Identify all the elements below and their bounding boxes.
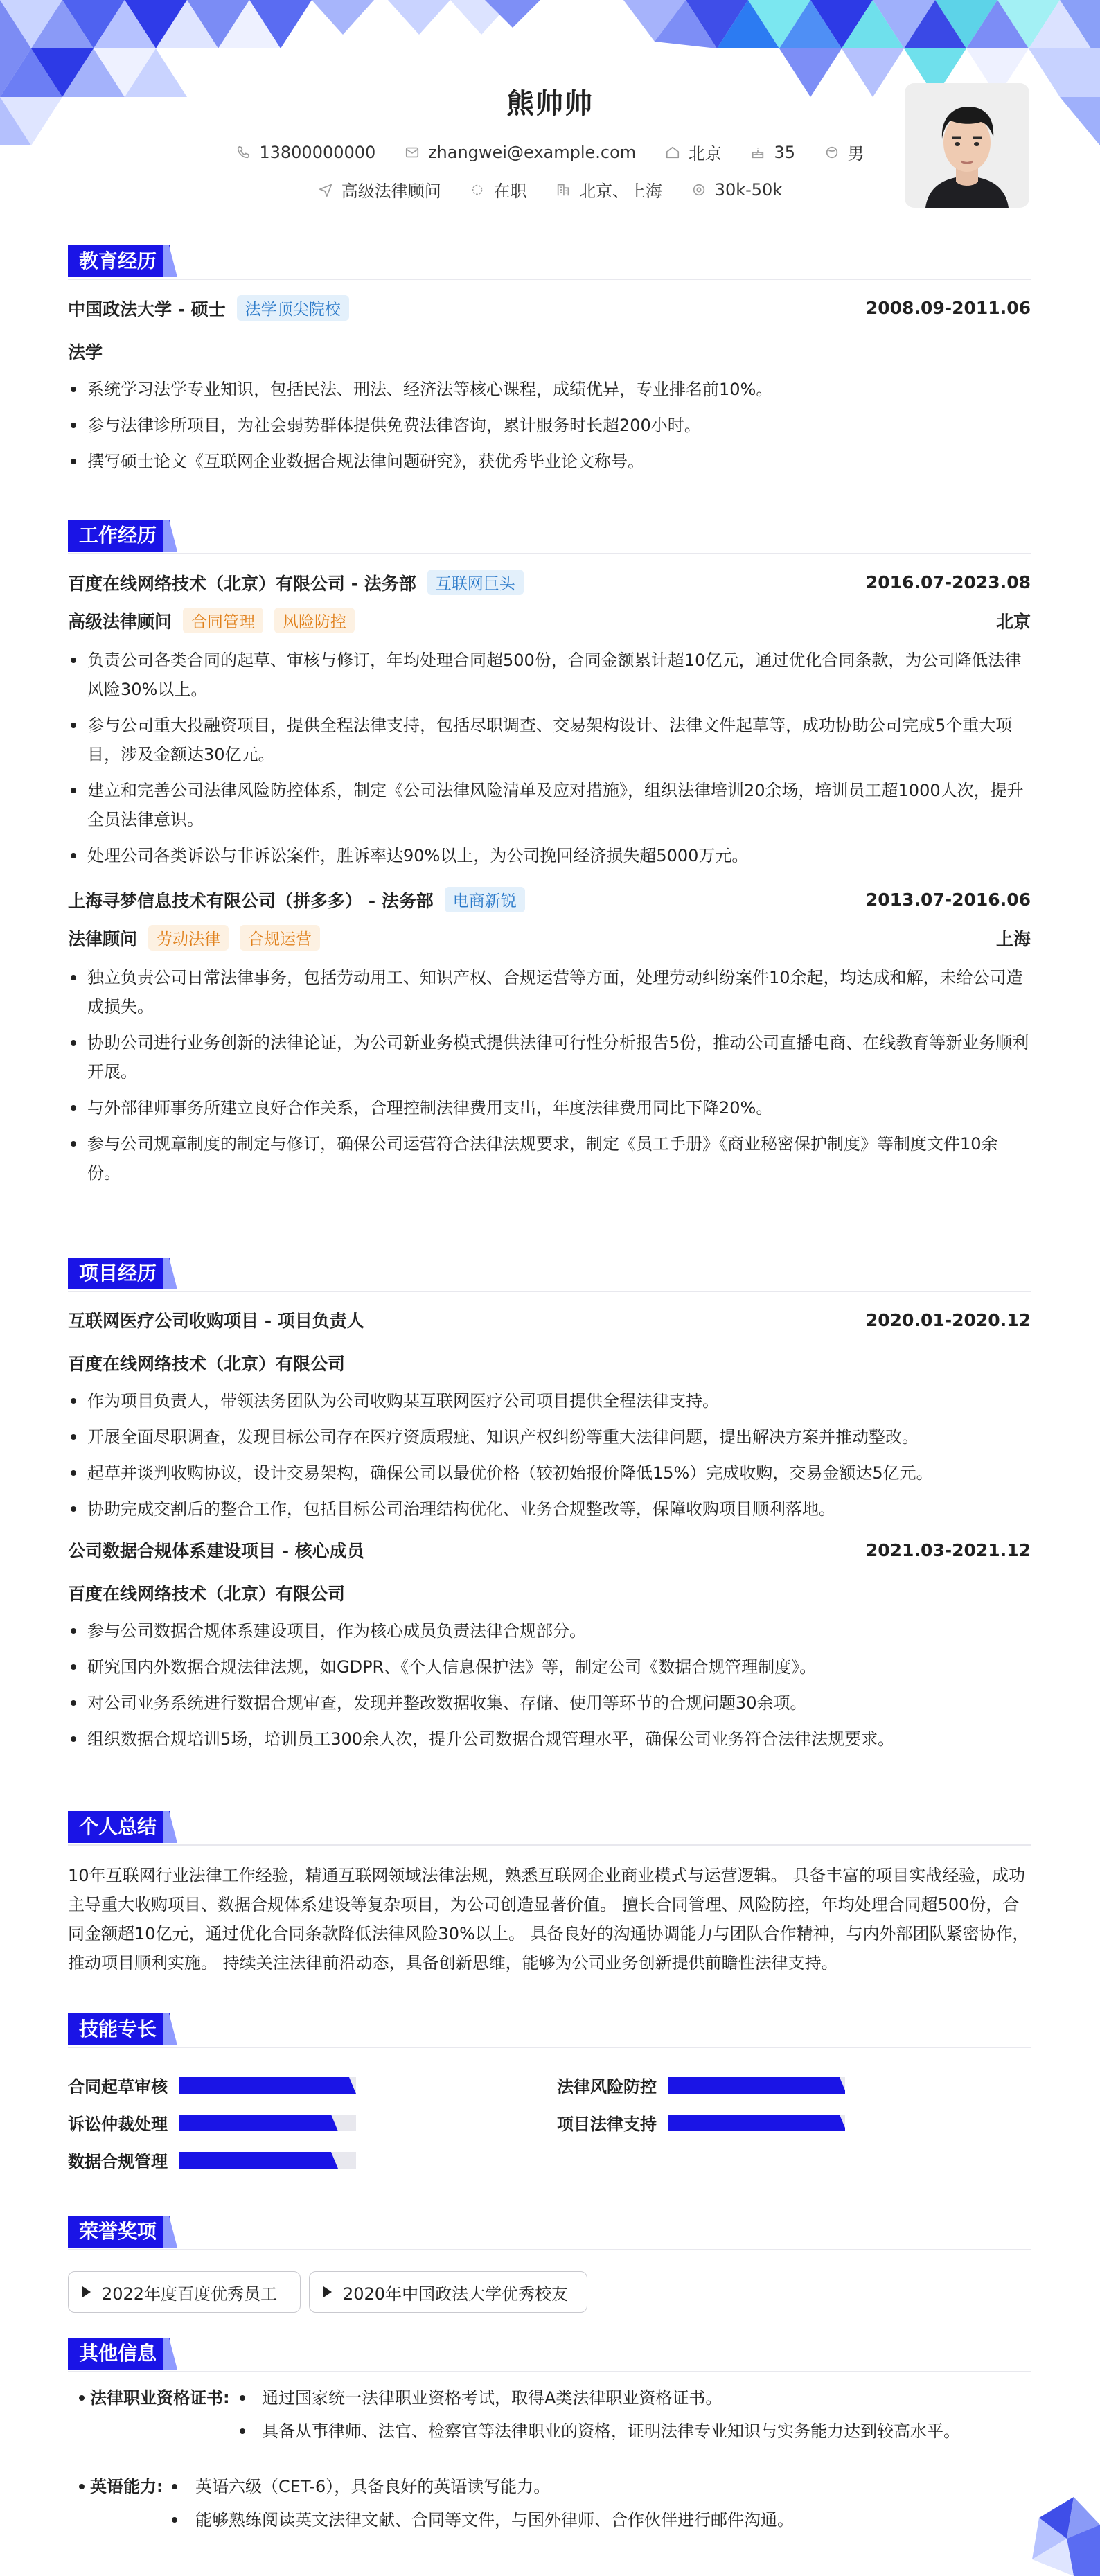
- skills-section: [68, 2013, 1031, 2194]
- project-entry: [68, 1537, 1031, 1754]
- section-title-decoration: [163, 520, 177, 552]
- section-title-decoration: [163, 245, 177, 277]
- project-header: [68, 1307, 1031, 1332]
- school-name: 中国政法大学 - 硕士: [68, 299, 226, 319]
- list-item: 起草并谈判收购协议，设计交易架构，确保公司以最优价格（较初始报价降低15%）完成收购，交易金额达5亿元。: [68, 1458, 1031, 1488]
- summary-line: 推动项目顺利实施。 持续关注法律前沿动态，具备创新思维，能够为公司业务创新提供前瞻性法律支持。: [68, 1953, 838, 1973]
- honor-item: [68, 2271, 301, 2313]
- project-bullets: [68, 1386, 1031, 1524]
- other-group-line: 具备从事律师、法官、检察官等法律职业的资格，证明法律专业知识与实务能力达到较高水平。: [262, 2421, 960, 2441]
- job-role: 法律顾问: [68, 928, 138, 949]
- skill-bar-fill: [668, 2115, 840, 2131]
- honor-item: [309, 2271, 587, 2313]
- bullet-dot: [79, 2484, 85, 2489]
- company-tag: 互联网巨头: [427, 570, 524, 595]
- play-icon: [323, 2286, 332, 2297]
- phone-number: 13800000000: [259, 142, 376, 162]
- education-item-header: [68, 295, 1031, 321]
- job-city: 上海: [995, 928, 1031, 949]
- education-major: 法学: [68, 342, 103, 362]
- candidate-name: 熊帅帅: [506, 88, 594, 120]
- other-section-header: [68, 2338, 1031, 2372]
- age-item: [750, 143, 795, 162]
- skill-bar-fill: [668, 2077, 840, 2094]
- summary-section: [68, 1811, 1031, 1977]
- list-item: 对公司业务系统进行数据合规审查，发现并整改数据收集、存储、使用等环节的合规问题30余项。: [68, 1688, 1031, 1718]
- cities-item: [556, 177, 662, 202]
- list-item: 参与公司规章制度的制定与修订，确保公司运营符合法律法规要求，制定《员工手册》《商业秘密保护制度》等制度文件10余份。: [68, 1129, 1031, 1188]
- bullet-dot: [79, 2395, 85, 2401]
- email-item: [405, 143, 636, 162]
- skill-tag: 风险防控: [274, 608, 355, 633]
- skill-tag: 合同管理: [183, 608, 263, 633]
- project-name: 公司数据合规体系建设项目 - 核心成员: [68, 1541, 364, 1561]
- work-section-header: [68, 520, 1031, 554]
- list-item: 开展全面尽职调查，发现目标公司存在医疗资质瑕疵、知识产权纠纷等重大法律问题，提出解决方案并推动整改。: [68, 1422, 1031, 1452]
- other-group: [68, 2472, 1031, 2541]
- skills-section-header: [68, 2013, 1031, 2048]
- honors-section: [68, 2216, 1031, 2327]
- projects-section-header: [68, 1258, 1031, 1292]
- list-item: 处理公司各类诉讼与非诉讼案件，胜诉率达90%以上，为公司挽回经济损失超5000万元。: [68, 841, 1031, 870]
- other-section-title: 其他信息: [68, 2338, 170, 2370]
- skill-tag: 合规运营: [240, 925, 320, 951]
- honor-label: 2022年度百度优秀员工: [102, 2284, 278, 2304]
- project-org: 百度在线网络技术（北京）有限公司: [68, 1354, 346, 1374]
- phone-item: [236, 143, 375, 162]
- project-date: 2021.03-2021.12: [865, 1540, 1031, 1560]
- list-item: 与外部律师事务所建立良好合作关系，合理控制法律费用支出，年度法律费用同比下降20%。: [68, 1093, 1031, 1122]
- skill-tag: 劳动法律: [148, 925, 229, 951]
- education-section: [68, 245, 1031, 483]
- education-bullets: [68, 375, 1031, 476]
- skill-name: 法律风险防控: [557, 2077, 657, 2097]
- corner-decoration: [1025, 2497, 1100, 2576]
- skill-bar: [668, 2077, 845, 2094]
- status-text: 在职: [493, 182, 527, 201]
- cities-text: 北京、上海: [579, 182, 663, 201]
- work-section: [68, 520, 1031, 1194]
- job-entry: [68, 887, 1031, 1188]
- skill-bar: [179, 2077, 356, 2094]
- location-text: 北京: [688, 144, 722, 164]
- project-date: 2020.01-2020.12: [865, 1309, 1031, 1330]
- section-title-decoration: [163, 2216, 177, 2248]
- age-text: 35: [774, 142, 795, 162]
- skill-item: [68, 2073, 356, 2097]
- status-icon: [470, 182, 485, 197]
- company-tag: 电商新锐: [445, 887, 525, 912]
- list-item: 系统学习法学专业知识，包括民法、刑法、经济法等核心课程，成绩优异，专业排名前10%。: [68, 375, 1031, 404]
- list-item: 参与法律诊所项目，为社会弱势群体提供免费法律咨询，累计服务时长超200小时。: [68, 411, 1031, 440]
- other-group-label: 法律职业资格证书:: [90, 2388, 230, 2408]
- skill-item: [68, 2110, 356, 2135]
- education-date: 2008.09-2011.06: [865, 298, 1031, 318]
- skill-item: [557, 2110, 845, 2135]
- list-item: 建立和完善公司法律风险防控体系，制定《公司法律风险清单及应对措施》，组织法律培训20余场，培训员工超1000人次，提升全员法律意识。: [68, 776, 1031, 834]
- summary-text: [68, 1861, 1031, 1977]
- gender-text: 男: [847, 144, 864, 164]
- section-title-decoration: [163, 2013, 177, 2045]
- project-name: 互联网医疗公司收购项目 - 项目负责人: [68, 1311, 364, 1331]
- position-text: 高级法律顾问: [341, 182, 441, 201]
- bullet-dot: [240, 2428, 245, 2434]
- project-entry: [68, 1307, 1031, 1524]
- other-group-label: 英语能力:: [90, 2477, 163, 2496]
- job-date: 2013.07-2016.06: [865, 890, 1031, 910]
- education-section-header: [68, 245, 1031, 280]
- status-item: [470, 177, 526, 202]
- projects-section-title: 项目经历: [68, 1258, 170, 1289]
- honors-section-title: 荣誉奖项: [68, 2216, 170, 2248]
- skill-bar-fill: [179, 2077, 349, 2094]
- cake-icon: [750, 145, 765, 160]
- skill-bar: [179, 2152, 356, 2169]
- list-item: 协助完成交割后的整合工作，包括目标公司治理结构优化、业务合规整改等，保障收购项目顺利落地。: [68, 1494, 1031, 1524]
- other-group-line: 能够熟练阅读英文法律文献、合同等文件，与国外律师、合作伙伴进行邮件沟通。: [195, 2510, 794, 2530]
- other-group: [68, 2383, 1031, 2453]
- list-item: 负责公司各类合同的起草、审核与修订，年均处理合同超500份，合同金额累计超10亿元，通过优化合同条款，为公司降低法律风险30%以上。: [68, 646, 1031, 704]
- bullet-dot: [172, 2517, 177, 2523]
- list-item: 研究国内外数据合规法律法规，如GDPR、《个人信息保护法》等，制定公司《数据合规管理制度》。: [68, 1652, 1031, 1682]
- work-section-title: 工作经历: [68, 520, 170, 552]
- skill-bar-fill: [179, 2152, 331, 2169]
- salary-item: [691, 180, 783, 200]
- company-name: 百度在线网络技术（北京）有限公司 - 法务部: [68, 573, 416, 594]
- skill-item: [68, 2148, 356, 2172]
- building-icon: [556, 182, 571, 197]
- list-item: 独立负责公司日常法律事务，包括劳动用工、知识产权、合规运营等方面，处理劳动纠纷案件10余起，均达成和解，未给公司造成损失。: [68, 963, 1031, 1021]
- other-group-line: 英语六级（CET-6），具备良好的英语读写能力。: [195, 2477, 551, 2496]
- job-role: 高级法律顾问: [68, 611, 172, 632]
- skill-bar-fill: [179, 2115, 331, 2131]
- section-title-decoration: [163, 2338, 177, 2370]
- resume-header: [0, 0, 1100, 222]
- location-item: [665, 140, 722, 164]
- position-item: [318, 177, 441, 202]
- job-bullets: [68, 963, 1031, 1188]
- bullet-dot: [240, 2395, 245, 2401]
- skill-name: 数据合规管理: [68, 2152, 168, 2171]
- phone-icon: [236, 145, 251, 160]
- list-item: 参与公司重大投融资项目，提供全程法律支持，包括尽职调查、交易架构设计、法律文件起草等，成功协助公司完成5个重大项目，涉及金额达30亿元。: [68, 711, 1031, 769]
- skill-item: [557, 2073, 845, 2097]
- email-address: zhangwei@example.com: [427, 142, 637, 162]
- other-group-line: 通过国家统一法律职业资格考试，取得A类法律职业资格证书。: [262, 2388, 722, 2408]
- honors-list: [68, 2271, 1031, 2313]
- job-header: [68, 887, 1031, 912]
- skill-bar: [179, 2115, 356, 2131]
- avatar-photo: [905, 83, 1029, 208]
- education-section-title: 教育经历: [68, 245, 170, 277]
- honors-section-header: [68, 2216, 1031, 2250]
- job-bullets: [68, 646, 1031, 870]
- list-item: 组织数据合规培训5场，培训员工300余人次，提升公司数据合规管理水平，确保公司业务符合法律法规要求。: [68, 1724, 1031, 1754]
- summary-line: 同金额超10亿元，通过优化合同条款降低法律风险30%以上。 具备良好的沟通协调能力与团队合作精神，与内外部团队紧密协作，: [68, 1924, 1029, 1943]
- list-item: 参与公司数据合规体系建设项目，作为核心成员负责法律合规部分。: [68, 1616, 1031, 1646]
- school-tag: 法学顶尖院校: [237, 295, 349, 321]
- bullet-dot: [172, 2484, 177, 2489]
- salary-text: 30k-50k: [714, 179, 783, 200]
- company-name: 上海寻梦信息技术有限公司（拼多多） - 法务部: [68, 890, 434, 911]
- skill-name: 项目法律支持: [557, 2115, 657, 2134]
- summary-line: 主导重大收购项目、数据合规体系建设等复杂项目，为公司创造显著价值。 擅长合同管理、风险防控，年均处理合同超500份，合: [68, 1895, 1020, 1914]
- gender-icon: [824, 145, 840, 160]
- project-bullets: [68, 1616, 1031, 1754]
- job-header: [68, 570, 1031, 595]
- summary-section-header: [68, 1811, 1031, 1846]
- skill-name: 诉讼仲裁处理: [68, 2115, 168, 2134]
- projects-section: [68, 1258, 1031, 1761]
- skill-name: 合同起草审核: [68, 2077, 168, 2097]
- job-role-row: [68, 925, 1031, 951]
- skills-section-title: 技能专长: [68, 2013, 170, 2045]
- honor-label: 2020年中国政法大学优秀校友: [343, 2284, 569, 2304]
- send-icon: [318, 182, 333, 197]
- section-title-decoration: [163, 1811, 177, 1843]
- mail-icon: [405, 145, 420, 160]
- list-item: 撰写硕士论文《互联网企业数据合规法律问题研究》，获优秀毕业论文称号。: [68, 447, 1031, 476]
- coin-icon: [691, 182, 707, 197]
- job-date: 2016.07-2023.08: [865, 572, 1031, 592]
- list-item: 作为项目负责人，带领法务团队为公司收购某互联网医疗公司项目提供全程法律支持。: [68, 1386, 1031, 1415]
- job-entry: [68, 570, 1031, 870]
- summary-line: 10年互联网行业法律工作经验，精通互联网领域法律法规，熟悉互联网企业商业模式与运营逻辑。 具备丰富的项目实战经验，成功: [68, 1866, 1026, 1885]
- project-org: 百度在线网络技术（北京）有限公司: [68, 1584, 346, 1604]
- other-section: [68, 2338, 1031, 2559]
- portrait-image: [905, 83, 1029, 208]
- gender-item: [824, 140, 864, 164]
- project-header: [68, 1537, 1031, 1562]
- skill-bar: [668, 2115, 845, 2131]
- section-title-decoration: [163, 1258, 177, 1289]
- job-role-row: [68, 608, 1031, 633]
- play-icon: [82, 2286, 91, 2297]
- list-item: 协助公司进行业务创新的法律论证，为公司新业务模式提供法律可行性分析报告5份，推动公司直播电商、在线教育等新业务顺利开展。: [68, 1028, 1031, 1086]
- job-city: 北京: [995, 611, 1031, 632]
- summary-section-title: 个人总结: [68, 1811, 170, 1843]
- home-icon: [665, 145, 680, 160]
